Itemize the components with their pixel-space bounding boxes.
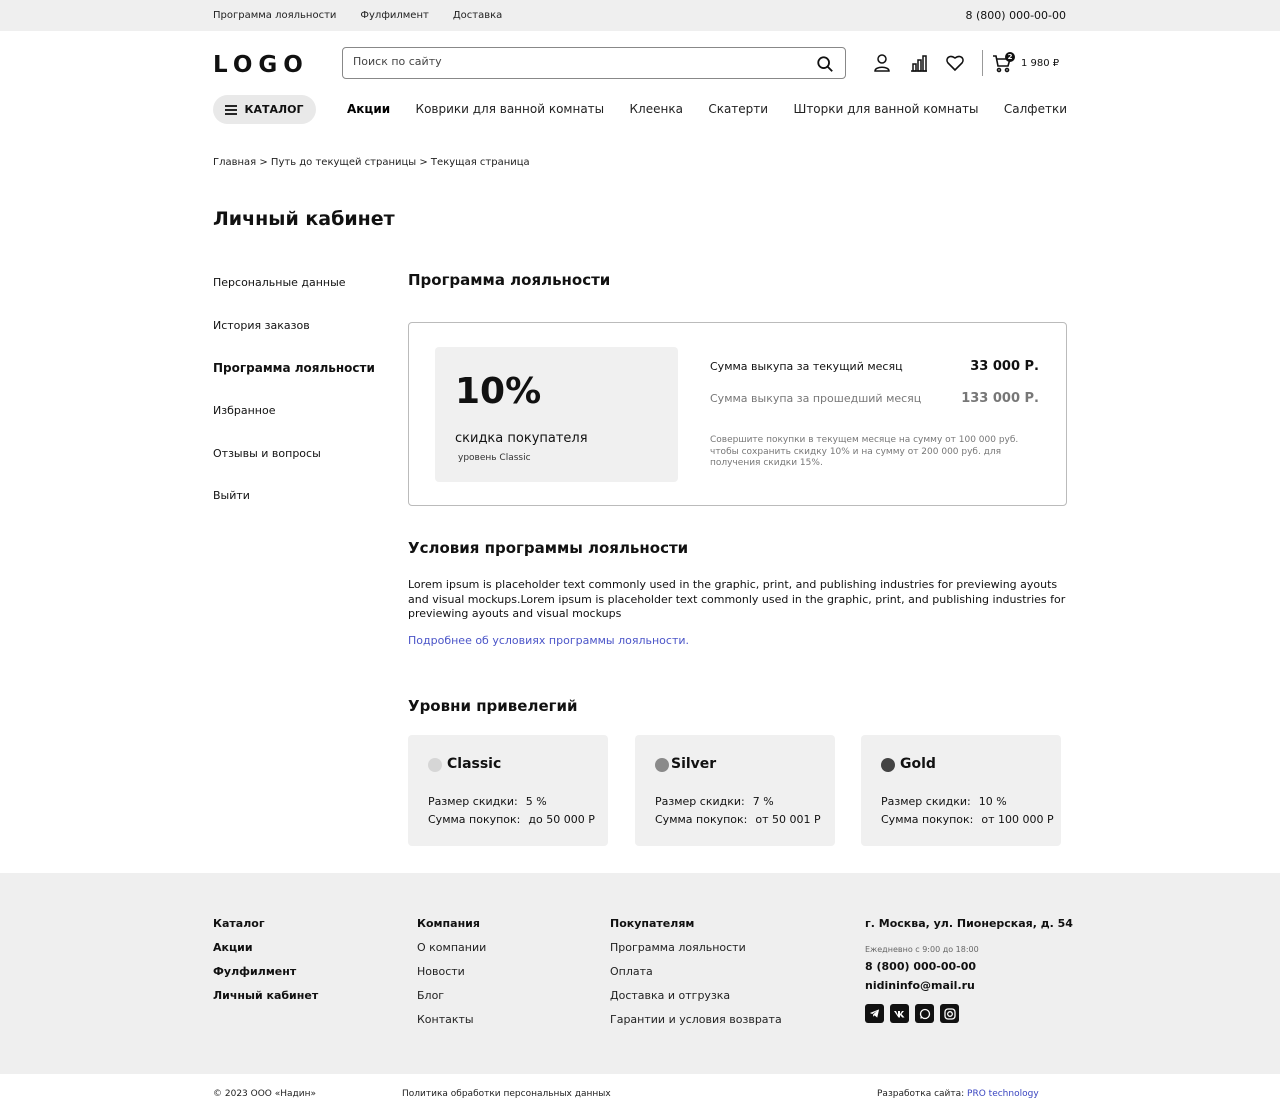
- footer-col-customers: [610, 917, 782, 1037]
- privacy-policy-link[interactable]: Политика обработки персональных данных: [402, 1089, 611, 1099]
- main-nav: [347, 102, 1067, 116]
- discount-box: [435, 347, 678, 482]
- discount-key: Размер скидки:: [881, 795, 971, 808]
- loyalty-card: [408, 322, 1067, 506]
- current-month-label: Сумма выкупа за текущий месяц: [710, 360, 903, 373]
- level-discount: 10 %: [978, 795, 1007, 808]
- levels-title: Уровни привелегий: [408, 697, 578, 715]
- level-discount: 5 %: [525, 795, 547, 808]
- footer-col-title: Компания: [417, 917, 480, 930]
- top-links: [213, 10, 502, 21]
- footer-link-warranty[interactable]: Гарантии и условия возврата: [610, 1013, 782, 1026]
- footer-contacts: [865, 917, 1073, 1023]
- footer-col-title: Покупателям: [610, 917, 695, 930]
- level-card-silver: [635, 735, 835, 846]
- sidebar-item-favorites[interactable]: Избранное: [213, 404, 276, 417]
- level-dot-icon: [881, 758, 895, 772]
- sidebar-item-order-history[interactable]: История заказов: [213, 319, 310, 332]
- heart-icon[interactable]: [945, 53, 965, 73]
- search-icon[interactable]: [816, 55, 834, 73]
- developer-label: Разработка сайта:: [877, 1089, 965, 1099]
- nav-item-napkins[interactable]: Салфетки: [1003, 102, 1067, 116]
- footer-phone[interactable]: 8 (800) 000-00-00: [865, 960, 977, 973]
- bottom-bar: [0, 1074, 1280, 1114]
- sidebar-item-loyalty[interactable]: Программа лояльности: [213, 361, 375, 375]
- footer: [0, 873, 1280, 1074]
- vk-icon[interactable]: [890, 1004, 909, 1023]
- level-name: Silver: [671, 756, 717, 772]
- terms-more-link[interactable]: Подробнее об условиях программы лояльности.: [408, 634, 690, 647]
- sum-key: Сумма покупок:: [881, 813, 974, 826]
- discount-key: Размер скидки:: [655, 795, 745, 808]
- catalog-button[interactable]: [213, 95, 316, 124]
- level-sum: от 100 000 Р: [981, 813, 1054, 826]
- level-name: Classic: [447, 756, 502, 772]
- sidebar-item-personal-data[interactable]: Персональные данные: [213, 276, 346, 289]
- discount-level: уровень Classic: [458, 453, 531, 463]
- footer-link-loyalty[interactable]: Программа лояльности: [610, 941, 746, 954]
- footer-email[interactable]: nidininfo@mail.ru: [865, 979, 975, 992]
- catalog-label: КАТАЛОГ: [244, 103, 304, 116]
- developer-credit: [877, 1089, 1039, 1099]
- nav-item-oilcloth[interactable]: Клеенка: [629, 102, 683, 116]
- footer-hours: Ежедневно с 9:00 до 18:00: [865, 945, 979, 954]
- developer-link[interactable]: PRO technology: [967, 1089, 1039, 1099]
- footer-col-company: [417, 917, 486, 1037]
- discount-key: Размер скидки:: [428, 795, 518, 808]
- menu-icon: [225, 105, 237, 115]
- sum-key: Сумма покупок:: [655, 813, 748, 826]
- discount-value: 10%: [455, 371, 542, 412]
- footer-link-delivery[interactable]: Доставка и отгрузка: [610, 989, 731, 1002]
- terms-title: Условия программы лояльности: [408, 539, 689, 557]
- telegram-icon[interactable]: [865, 1004, 884, 1023]
- footer-link-blog[interactable]: Блог: [417, 989, 445, 1002]
- copyright: © 2023 ООО «Надин»: [213, 1089, 316, 1099]
- nav-item-bath-mats[interactable]: Коврики для ванной комнаты: [415, 102, 605, 116]
- level-dot-icon: [655, 758, 669, 772]
- user-icon[interactable]: [872, 53, 892, 73]
- top-link-loyalty[interactable]: Программа лояльности: [213, 10, 337, 21]
- level-card-classic: [408, 735, 608, 846]
- level-card-gold: [861, 735, 1061, 846]
- top-link-fulfillment[interactable]: Фулфилмент: [360, 10, 429, 21]
- level-discount: 7 %: [752, 795, 774, 808]
- cart-count-badge: 2: [1005, 52, 1015, 62]
- loyalty-title: Программа лояльности: [408, 271, 611, 289]
- footer-col-main: [213, 917, 318, 1013]
- sum-key: Сумма покупок:: [428, 813, 521, 826]
- footer-link-payment[interactable]: Оплата: [610, 965, 653, 978]
- top-phone[interactable]: 8 (800) 000-00-00: [965, 9, 1066, 22]
- logo[interactable]: LOGO: [213, 52, 309, 78]
- header-divider: [982, 50, 983, 76]
- whatsapp-icon[interactable]: [915, 1004, 934, 1023]
- nav-item-shower-curtains[interactable]: Шторки для ванной комнаты: [793, 102, 979, 116]
- top-link-delivery[interactable]: Доставка: [452, 10, 503, 21]
- discount-label: скидка покупателя: [455, 431, 588, 446]
- prev-month-row: [710, 391, 1039, 406]
- footer-link-account[interactable]: Личный кабинет: [213, 989, 319, 1002]
- nav-item-tablecloths[interactable]: Скатерти: [708, 102, 769, 116]
- search-input[interactable]: [353, 55, 793, 68]
- page-title: Личный кабинет: [213, 208, 395, 230]
- sidebar-item-logout[interactable]: Выйти: [213, 489, 250, 502]
- current-month-value: 33 000 Р.: [970, 359, 1039, 374]
- footer-link-contacts[interactable]: Контакты: [417, 1013, 474, 1026]
- sidebar-item-reviews[interactable]: Отзывы и вопросы: [213, 447, 321, 460]
- footer-link-promotions[interactable]: Акции: [213, 941, 253, 954]
- top-bar: [0, 0, 1280, 31]
- footer-link-about[interactable]: О компании: [417, 941, 487, 954]
- level-sum: до 50 000 Р: [528, 813, 595, 826]
- current-month-row: [710, 359, 1039, 374]
- terms-text: Lorem ipsum is placeholder text commonly used in the graphic, print, and publishing industries for previewing ayouts and visual mockups.Lorem ipsum is placeholder text commonly used in the graphic, print, and publishing industries for previewing ayouts and visual mockups: [408, 578, 1066, 620]
- cart-total[interactable]: 1 980 ₽: [1021, 58, 1060, 69]
- level-name: Gold: [900, 756, 936, 772]
- level-dot-icon: [428, 758, 442, 772]
- compare-icon[interactable]: [909, 53, 929, 73]
- footer-link-fulfillment[interactable]: Фулфилмент: [213, 965, 297, 978]
- social-links: [865, 1004, 1073, 1023]
- loyalty-note: Совершите покупки в текущем месяце на сумму от 100 000 руб. чтобы сохранить скидку 10% и на сумму от 200 000 руб. для получения скидки 15%.: [710, 435, 1019, 468]
- footer-address: г. Москва, ул. Пионерская, д. 54: [865, 917, 1073, 930]
- footer-link-news[interactable]: Новости: [417, 965, 465, 978]
- search-bar: [342, 47, 846, 79]
- prev-month-value: 133 000 Р.: [961, 391, 1039, 406]
- level-sum: от 50 001 Р: [755, 813, 821, 826]
- nav-item-promotions[interactable]: Акции: [347, 102, 391, 116]
- breadcrumb[interactable]: Главная > Путь до текущей страницы > Текущая страница: [213, 157, 530, 168]
- instagram-icon[interactable]: [940, 1004, 959, 1023]
- footer-link-catalog[interactable]: Каталог: [213, 917, 265, 930]
- prev-month-label: Сумма выкупа за прошедший месяц: [710, 392, 922, 405]
